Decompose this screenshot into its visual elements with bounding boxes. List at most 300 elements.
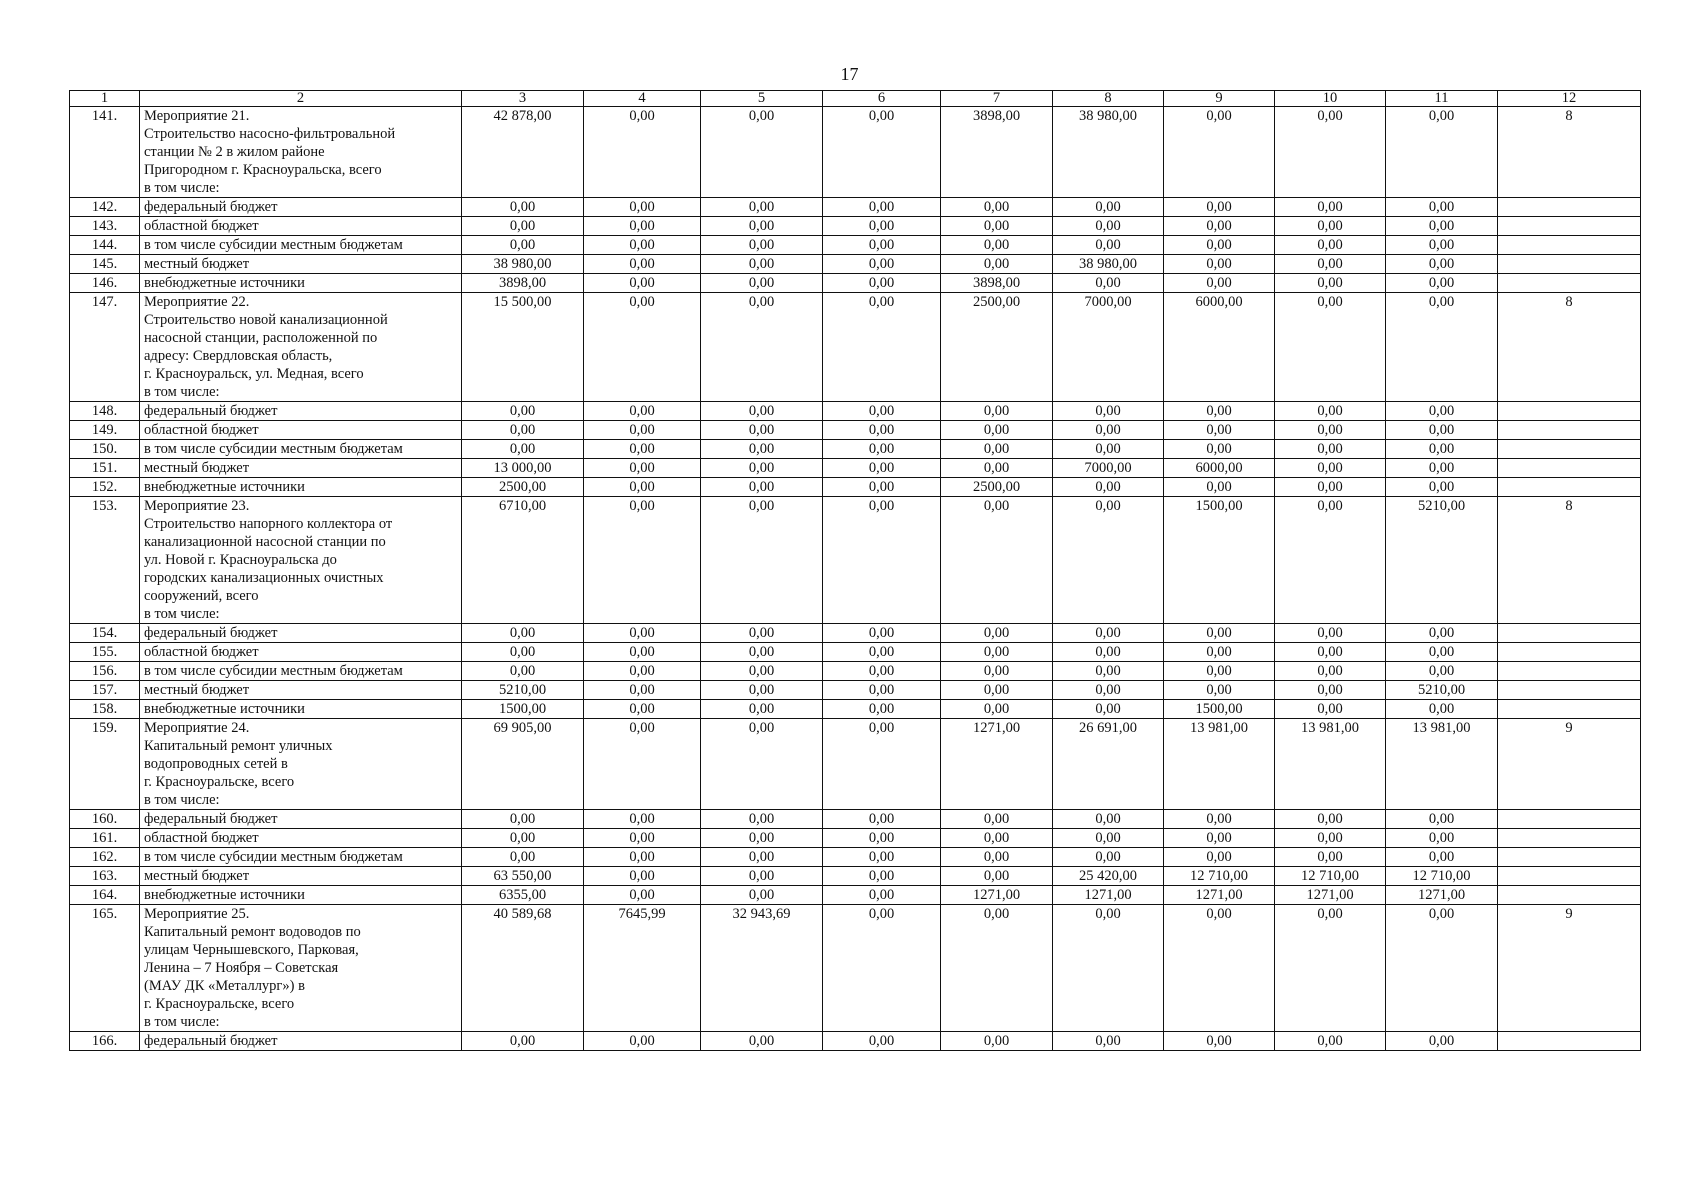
name-line: федеральный бюджет [144, 625, 278, 641]
amount-col-6: 0,00 [823, 497, 941, 624]
amount-col-10: 0,00 [1275, 848, 1386, 867]
name-line: внебюджетные источники [144, 275, 305, 291]
row-number: 157. [70, 681, 140, 700]
amount-col-4: 0,00 [584, 1032, 701, 1051]
row-number: 149. [70, 421, 140, 440]
amount-col-11: 0,00 [1386, 662, 1498, 681]
amount-col-4: 7645,99 [584, 905, 701, 1032]
amount-col-7: 0,00 [941, 848, 1053, 867]
amount-col-8: 0,00 [1053, 905, 1164, 1032]
amount-col-7: 0,00 [941, 497, 1053, 624]
amount-col-5: 0,00 [701, 643, 823, 662]
amount-col-8: 0,00 [1053, 440, 1164, 459]
row-number: 144. [70, 236, 140, 255]
amount-col-11: 0,00 [1386, 198, 1498, 217]
funding-source-name [140, 867, 462, 886]
amount-col-8: 0,00 [1053, 829, 1164, 848]
amount-col-5: 0,00 [701, 624, 823, 643]
amount-col-4: 0,00 [584, 478, 701, 497]
amount-col-10: 0,00 [1275, 624, 1386, 643]
amount-col-7: 0,00 [941, 217, 1053, 236]
funding-source-name [140, 255, 462, 274]
amount-col-5: 0,00 [701, 681, 823, 700]
reference-cell: 9 [1498, 905, 1641, 1032]
funding-source-row [70, 624, 1641, 643]
column-header: 6 [823, 91, 941, 107]
amount-col-9: 0,00 [1164, 421, 1275, 440]
row-number: 142. [70, 198, 140, 217]
funding-source-row [70, 700, 1641, 719]
name-line: Мероприятие 23. [144, 498, 250, 514]
amount-col-6: 0,00 [823, 681, 941, 700]
amount-col-11: 0,00 [1386, 459, 1498, 478]
funding-source-row [70, 198, 1641, 217]
amount-col-7: 0,00 [941, 643, 1053, 662]
funding-source-name [140, 236, 462, 255]
amount-col-6: 0,00 [823, 700, 941, 719]
amount-col-3: 5210,00 [462, 681, 584, 700]
activity-name [140, 107, 462, 198]
amount-col-3: 40 589,68 [462, 905, 584, 1032]
amount-col-4: 0,00 [584, 217, 701, 236]
funding-source-row [70, 478, 1641, 497]
amount-col-11: 0,00 [1386, 1032, 1498, 1051]
amount-col-7: 0,00 [941, 198, 1053, 217]
amount-col-6: 0,00 [823, 867, 941, 886]
amount-col-11: 0,00 [1386, 905, 1498, 1032]
name-line: местный бюджет [144, 460, 250, 476]
amount-col-6: 0,00 [823, 886, 941, 905]
amount-col-5: 0,00 [701, 107, 823, 198]
row-number: 143. [70, 217, 140, 236]
amount-col-4: 0,00 [584, 700, 701, 719]
amount-col-6: 0,00 [823, 624, 941, 643]
amount-col-11: 13 981,00 [1386, 719, 1498, 810]
amount-col-8: 7000,00 [1053, 293, 1164, 402]
amount-col-8: 0,00 [1053, 643, 1164, 662]
activity-row [70, 905, 1641, 1032]
amount-col-5: 0,00 [701, 293, 823, 402]
amount-col-9: 0,00 [1164, 905, 1275, 1032]
amount-col-4: 0,00 [584, 497, 701, 624]
amount-col-3: 0,00 [462, 848, 584, 867]
name-line: внебюджетные источники [144, 887, 305, 903]
amount-col-3: 0,00 [462, 662, 584, 681]
funding-source-name [140, 700, 462, 719]
funding-source-name [140, 217, 462, 236]
amount-col-6: 0,00 [823, 810, 941, 829]
name-line: Ленина – 7 Ноября – Советская [144, 960, 339, 976]
amount-col-7: 0,00 [941, 810, 1053, 829]
amount-col-8: 0,00 [1053, 624, 1164, 643]
funding-source-row [70, 886, 1641, 905]
reference-cell [1498, 810, 1641, 829]
amount-col-3: 69 905,00 [462, 719, 584, 810]
funding-source-name [140, 624, 462, 643]
funding-source-name [140, 848, 462, 867]
name-line: в том числе субсидии местным бюджетам [144, 849, 403, 865]
amount-col-9: 0,00 [1164, 681, 1275, 700]
amount-col-10: 0,00 [1275, 107, 1386, 198]
column-header: 12 [1498, 91, 1641, 107]
amount-col-4: 0,00 [584, 107, 701, 198]
amount-col-10: 0,00 [1275, 905, 1386, 1032]
amount-col-5: 0,00 [701, 402, 823, 421]
row-number: 158. [70, 700, 140, 719]
amount-col-10: 0,00 [1275, 459, 1386, 478]
amount-col-7: 0,00 [941, 700, 1053, 719]
column-header: 3 [462, 91, 584, 107]
row-number: 151. [70, 459, 140, 478]
amount-col-11: 0,00 [1386, 236, 1498, 255]
reference-cell [1498, 236, 1641, 255]
amount-col-8: 0,00 [1053, 848, 1164, 867]
name-line: улицам Чернышевского, Парковая, [144, 942, 359, 958]
amount-col-3: 0,00 [462, 810, 584, 829]
row-number: 161. [70, 829, 140, 848]
name-line: водопроводных сетей в [144, 756, 288, 772]
funding-source-name [140, 829, 462, 848]
amount-col-10: 0,00 [1275, 681, 1386, 700]
column-header: 1 [70, 91, 140, 107]
amount-col-8: 0,00 [1053, 402, 1164, 421]
amount-col-7: 0,00 [941, 402, 1053, 421]
reference-cell [1498, 681, 1641, 700]
reference-cell: 9 [1498, 719, 1641, 810]
amount-col-6: 0,00 [823, 293, 941, 402]
name-line: Мероприятие 24. [144, 720, 250, 736]
name-line: Мероприятие 22. [144, 294, 250, 310]
amount-col-6: 0,00 [823, 440, 941, 459]
name-line: в том числе: [144, 1014, 220, 1030]
name-line: адресу: Свердловская область, [144, 348, 333, 364]
funding-source-name [140, 478, 462, 497]
amount-col-11: 1271,00 [1386, 886, 1498, 905]
funding-source-row [70, 1032, 1641, 1051]
amount-col-5: 0,00 [701, 217, 823, 236]
amount-col-4: 0,00 [584, 440, 701, 459]
amount-col-11: 0,00 [1386, 478, 1498, 497]
amount-col-9: 6000,00 [1164, 459, 1275, 478]
amount-col-7: 0,00 [941, 681, 1053, 700]
amount-col-5: 0,00 [701, 274, 823, 293]
activity-row [70, 107, 1641, 198]
amount-col-10: 1271,00 [1275, 886, 1386, 905]
amount-col-5: 0,00 [701, 1032, 823, 1051]
amount-col-5: 0,00 [701, 829, 823, 848]
amount-col-7: 0,00 [941, 1032, 1053, 1051]
amount-col-3: 0,00 [462, 421, 584, 440]
row-number: 150. [70, 440, 140, 459]
amount-col-3: 0,00 [462, 198, 584, 217]
amount-col-9: 1271,00 [1164, 886, 1275, 905]
amount-col-5: 0,00 [701, 497, 823, 624]
amount-col-7: 3898,00 [941, 274, 1053, 293]
amount-col-8: 0,00 [1053, 478, 1164, 497]
amount-col-10: 0,00 [1275, 700, 1386, 719]
amount-col-9: 12 710,00 [1164, 867, 1275, 886]
amount-col-4: 0,00 [584, 829, 701, 848]
amount-col-8: 25 420,00 [1053, 867, 1164, 886]
reference-cell: 8 [1498, 497, 1641, 624]
name-line: федеральный бюджет [144, 403, 278, 419]
activity-name [140, 497, 462, 624]
amount-col-6: 0,00 [823, 829, 941, 848]
amount-col-9: 6000,00 [1164, 293, 1275, 402]
amount-col-5: 0,00 [701, 459, 823, 478]
amount-col-5: 0,00 [701, 810, 823, 829]
row-number: 146. [70, 274, 140, 293]
amount-col-9: 13 981,00 [1164, 719, 1275, 810]
amount-col-9: 0,00 [1164, 217, 1275, 236]
amount-col-4: 0,00 [584, 236, 701, 255]
amount-col-5: 0,00 [701, 198, 823, 217]
name-line: станции № 2 в жилом районе [144, 144, 325, 160]
funding-source-name [140, 1032, 462, 1051]
amount-col-11: 0,00 [1386, 293, 1498, 402]
amount-col-6: 0,00 [823, 421, 941, 440]
amount-col-8: 0,00 [1053, 421, 1164, 440]
amount-col-7: 0,00 [941, 624, 1053, 643]
amount-col-4: 0,00 [584, 867, 701, 886]
amount-col-8: 0,00 [1053, 700, 1164, 719]
amount-col-9: 0,00 [1164, 402, 1275, 421]
name-line: г. Красноуральске, всего [144, 774, 295, 790]
amount-col-9: 0,00 [1164, 829, 1275, 848]
column-header: 5 [701, 91, 823, 107]
reference-cell [1498, 198, 1641, 217]
amount-col-3: 0,00 [462, 624, 584, 643]
amount-col-7: 0,00 [941, 829, 1053, 848]
amount-col-6: 0,00 [823, 402, 941, 421]
amount-col-9: 0,00 [1164, 1032, 1275, 1051]
amount-col-7: 2500,00 [941, 293, 1053, 402]
amount-col-10: 13 981,00 [1275, 719, 1386, 810]
amount-col-8: 0,00 [1053, 497, 1164, 624]
amount-col-4: 0,00 [584, 402, 701, 421]
row-number: 166. [70, 1032, 140, 1051]
reference-cell [1498, 255, 1641, 274]
amount-col-10: 0,00 [1275, 293, 1386, 402]
amount-col-3: 6355,00 [462, 886, 584, 905]
amount-col-9: 0,00 [1164, 810, 1275, 829]
amount-col-10: 0,00 [1275, 274, 1386, 293]
amount-col-9: 1500,00 [1164, 497, 1275, 624]
amount-col-8: 0,00 [1053, 662, 1164, 681]
name-line: ул. Новой г. Красноуральска до [144, 552, 337, 568]
amount-col-6: 0,00 [823, 255, 941, 274]
name-line: внебюджетные источники [144, 701, 305, 717]
row-number: 154. [70, 624, 140, 643]
funding-source-name [140, 643, 462, 662]
amount-col-4: 0,00 [584, 293, 701, 402]
funding-source-row [70, 402, 1641, 421]
column-header: 2 [140, 91, 462, 107]
amount-col-3: 38 980,00 [462, 255, 584, 274]
funding-source-name [140, 274, 462, 293]
activity-name [140, 719, 462, 810]
funding-source-row [70, 255, 1641, 274]
amount-col-10: 0,00 [1275, 1032, 1386, 1051]
reference-cell: 8 [1498, 107, 1641, 198]
amount-col-7: 2500,00 [941, 478, 1053, 497]
funding-source-row [70, 662, 1641, 681]
reference-cell: 8 [1498, 293, 1641, 402]
amount-col-8: 0,00 [1053, 274, 1164, 293]
name-line: г. Красноуральск, ул. Медная, всего [144, 366, 364, 382]
row-number: 141. [70, 107, 140, 198]
amount-col-4: 0,00 [584, 421, 701, 440]
amount-col-9: 1500,00 [1164, 700, 1275, 719]
amount-col-10: 0,00 [1275, 421, 1386, 440]
amount-col-10: 0,00 [1275, 497, 1386, 624]
amount-col-3: 0,00 [462, 1032, 584, 1051]
amount-col-3: 0,00 [462, 402, 584, 421]
funding-source-name [140, 681, 462, 700]
amount-col-3: 0,00 [462, 440, 584, 459]
amount-col-11: 12 710,00 [1386, 867, 1498, 886]
column-header: 8 [1053, 91, 1164, 107]
amount-col-11: 0,00 [1386, 643, 1498, 662]
amount-col-9: 0,00 [1164, 478, 1275, 497]
name-line: федеральный бюджет [144, 199, 278, 215]
reference-cell [1498, 274, 1641, 293]
reference-cell [1498, 867, 1641, 886]
name-line: в том числе субсидии местным бюджетам [144, 663, 403, 679]
name-line: в том числе субсидии местным бюджетам [144, 441, 403, 457]
amount-col-4: 0,00 [584, 255, 701, 274]
amount-col-8: 1271,00 [1053, 886, 1164, 905]
amount-col-7: 1271,00 [941, 886, 1053, 905]
row-number: 165. [70, 905, 140, 1032]
amount-col-7: 0,00 [941, 905, 1053, 1032]
reference-cell [1498, 478, 1641, 497]
name-line: Мероприятие 25. [144, 906, 250, 922]
amount-col-10: 0,00 [1275, 478, 1386, 497]
amount-col-9: 0,00 [1164, 274, 1275, 293]
amount-col-9: 0,00 [1164, 236, 1275, 255]
amount-col-8: 38 980,00 [1053, 107, 1164, 198]
reference-cell [1498, 1032, 1641, 1051]
funding-source-name [140, 440, 462, 459]
amount-col-3: 1500,00 [462, 700, 584, 719]
amount-col-10: 0,00 [1275, 643, 1386, 662]
amount-col-5: 0,00 [701, 886, 823, 905]
funding-source-name [140, 198, 462, 217]
amount-col-8: 38 980,00 [1053, 255, 1164, 274]
funding-source-name [140, 402, 462, 421]
funding-source-row [70, 643, 1641, 662]
amount-col-11: 0,00 [1386, 440, 1498, 459]
reference-cell [1498, 848, 1641, 867]
amount-col-11: 0,00 [1386, 255, 1498, 274]
amount-col-8: 0,00 [1053, 236, 1164, 255]
amount-col-9: 0,00 [1164, 198, 1275, 217]
name-line: городских канализационных очистных [144, 570, 384, 586]
row-number: 147. [70, 293, 140, 402]
amount-col-4: 0,00 [584, 643, 701, 662]
name-line: местный бюджет [144, 868, 250, 884]
amount-col-5: 0,00 [701, 662, 823, 681]
row-number: 152. [70, 478, 140, 497]
name-line: федеральный бюджет [144, 1033, 278, 1049]
amount-col-4: 0,00 [584, 886, 701, 905]
amount-col-6: 0,00 [823, 217, 941, 236]
name-line: насосной станции, расположенной по [144, 330, 378, 346]
name-line: областной бюджет [144, 644, 259, 660]
amount-col-11: 5210,00 [1386, 681, 1498, 700]
amount-col-11: 0,00 [1386, 848, 1498, 867]
amount-col-8: 26 691,00 [1053, 719, 1164, 810]
amount-col-11: 0,00 [1386, 700, 1498, 719]
column-number-row [70, 91, 1641, 107]
row-number: 160. [70, 810, 140, 829]
amount-col-10: 0,00 [1275, 810, 1386, 829]
amount-col-10: 0,00 [1275, 255, 1386, 274]
column-header: 11 [1386, 91, 1498, 107]
amount-col-8: 0,00 [1053, 198, 1164, 217]
funding-source-row [70, 440, 1641, 459]
name-line: сооружений, всего [144, 588, 259, 604]
row-number: 145. [70, 255, 140, 274]
column-header: 4 [584, 91, 701, 107]
amount-col-8: 0,00 [1053, 810, 1164, 829]
amount-col-4: 0,00 [584, 662, 701, 681]
amount-col-11: 0,00 [1386, 274, 1498, 293]
amount-col-10: 0,00 [1275, 662, 1386, 681]
name-line: Капитальный ремонт водоводов по [144, 924, 361, 940]
amount-col-11: 0,00 [1386, 810, 1498, 829]
amount-col-9: 0,00 [1164, 848, 1275, 867]
row-number: 155. [70, 643, 140, 662]
reference-cell [1498, 440, 1641, 459]
amount-col-9: 0,00 [1164, 107, 1275, 198]
amount-col-6: 0,00 [823, 107, 941, 198]
amount-col-3: 13 000,00 [462, 459, 584, 478]
name-line: в том числе: [144, 606, 220, 622]
amount-col-7: 3898,00 [941, 107, 1053, 198]
amount-col-4: 0,00 [584, 848, 701, 867]
amount-col-3: 0,00 [462, 236, 584, 255]
reference-cell [1498, 421, 1641, 440]
amount-col-4: 0,00 [584, 459, 701, 478]
funding-source-row [70, 848, 1641, 867]
name-line: областной бюджет [144, 830, 259, 846]
amount-col-3: 63 550,00 [462, 867, 584, 886]
funding-source-row [70, 867, 1641, 886]
amount-col-7: 0,00 [941, 255, 1053, 274]
amount-col-11: 0,00 [1386, 829, 1498, 848]
amount-col-5: 0,00 [701, 867, 823, 886]
amount-col-4: 0,00 [584, 198, 701, 217]
column-header: 10 [1275, 91, 1386, 107]
amount-col-10: 0,00 [1275, 198, 1386, 217]
amount-col-9: 0,00 [1164, 643, 1275, 662]
amount-col-11: 0,00 [1386, 624, 1498, 643]
amount-col-10: 0,00 [1275, 829, 1386, 848]
funding-source-row [70, 459, 1641, 478]
name-line: внебюджетные источники [144, 479, 305, 495]
funding-source-name [140, 662, 462, 681]
column-header: 9 [1164, 91, 1275, 107]
amount-col-11: 0,00 [1386, 217, 1498, 236]
amount-col-7: 0,00 [941, 421, 1053, 440]
reference-cell [1498, 643, 1641, 662]
amount-col-11: 5210,00 [1386, 497, 1498, 624]
amount-col-4: 0,00 [584, 810, 701, 829]
amount-col-6: 0,00 [823, 459, 941, 478]
amount-col-6: 0,00 [823, 478, 941, 497]
